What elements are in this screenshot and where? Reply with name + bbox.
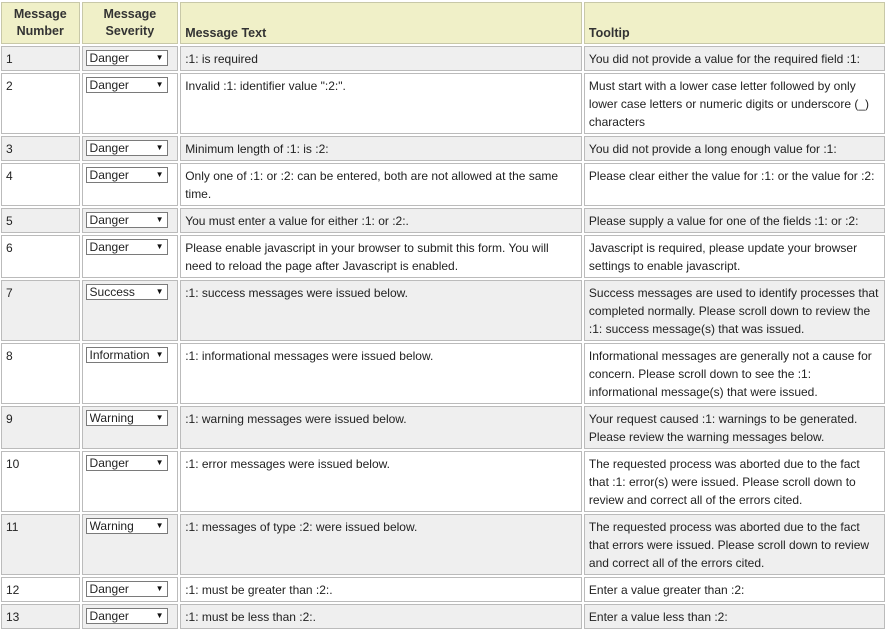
message-severity-cell [82, 208, 179, 233]
severity-select-value: Danger [89, 78, 129, 92]
severity-select[interactable] [86, 140, 168, 156]
tooltip-cell: The requested process was aborted due to the fact that :1: error(s) were issued. Please scroll down to review and correct all of the errors cited. [584, 451, 885, 512]
chevron-down-icon: ▼ [155, 80, 164, 89]
chevron-down-icon: ▼ [155, 287, 164, 296]
tooltip-cell: Please clear either the value for :1: or the value for :2: [584, 163, 885, 206]
message-number-cell: 7 [1, 280, 80, 341]
message-number-cell: 12 [1, 577, 80, 602]
severity-select-value: Danger [89, 240, 129, 254]
chevron-down-icon: ▼ [155, 521, 164, 530]
table-row [1, 136, 885, 161]
header-label: Message [103, 7, 157, 21]
table-row [1, 73, 885, 134]
tooltip-cell: Javascript is required, please update your browser settings to enable javascript. [584, 235, 885, 278]
message-text-cell: Only one of :1: or :2: can be entered, both are not allowed at the same time. [180, 163, 582, 206]
table-row [1, 577, 885, 602]
severity-select[interactable] [86, 50, 168, 66]
message-number-cell: 5 [1, 208, 80, 233]
chevron-down-icon: ▼ [155, 584, 164, 593]
severity-select[interactable] [86, 581, 168, 597]
severity-select-value: Warning [89, 519, 134, 533]
message-severity-cell [82, 163, 179, 206]
header-label: Severity [105, 24, 155, 38]
message-number-cell: 13 [1, 604, 80, 629]
message-severity-cell [82, 604, 179, 629]
severity-select-value: Success [89, 285, 135, 299]
message-severity-cell [82, 235, 179, 278]
table-row [1, 514, 885, 575]
message-text-cell: :1: success messages were issued below. [180, 280, 582, 341]
message-number-cell: 6 [1, 235, 80, 278]
tooltip-cell: Enter a value less than :2: [584, 604, 885, 629]
table-row [1, 163, 885, 206]
message-text-cell: You must enter a value for either :1: or :2:. [180, 208, 582, 233]
table-row [1, 46, 885, 71]
message-number-cell: 4 [1, 163, 80, 206]
tooltip-cell: Enter a value greater than :2: [584, 577, 885, 602]
message-number-cell: 11 [1, 514, 80, 575]
message-text-cell: :1: informational messages were issued below. [180, 343, 582, 404]
header-tooltip: Tooltip [584, 2, 885, 44]
header-label: Message [13, 7, 67, 21]
chevron-down-icon: ▼ [155, 413, 164, 422]
tooltip-cell: You did not provide a value for the required field :1: [584, 46, 885, 71]
table-row [1, 406, 885, 449]
severity-select[interactable] [86, 284, 168, 300]
message-text-cell: Please enable javascript in your browser to submit this form. You will need to reload the page after Javascript is enabled. [180, 235, 582, 278]
chevron-down-icon: ▼ [155, 458, 164, 467]
message-number-cell: 8 [1, 343, 80, 404]
message-text-cell: Minimum length of :1: is :2: [180, 136, 582, 161]
severity-select[interactable] [86, 239, 168, 255]
chevron-down-icon: ▼ [155, 215, 164, 224]
message-severity-cell [82, 46, 179, 71]
header-message-severity [82, 2, 179, 44]
message-severity-cell [82, 280, 179, 341]
message-text-cell: :1: error messages were issued below. [180, 451, 582, 512]
tooltip-cell: Informational messages are generally not a cause for concern. Please scroll down to see the :1: informational message(s) that were issued. [584, 343, 885, 404]
message-number-cell: 3 [1, 136, 80, 161]
severity-select-value: Warning [89, 411, 134, 425]
message-number-cell: 9 [1, 406, 80, 449]
severity-select-value: Danger [89, 582, 129, 596]
message-text-cell: :1: messages of type :2: were issued below. [180, 514, 582, 575]
severity-select-value: Danger [89, 213, 129, 227]
severity-select[interactable] [86, 77, 168, 93]
severity-select-value: Danger [89, 456, 129, 470]
message-severity-cell [82, 136, 179, 161]
table-row [1, 235, 885, 278]
header-message-number [1, 2, 80, 44]
header-label: Number [16, 24, 64, 38]
message-severity-cell [82, 406, 179, 449]
message-text-cell: :1: must be less than :2:. [180, 604, 582, 629]
severity-select[interactable] [86, 347, 168, 363]
tooltip-cell: Please supply a value for one of the fields :1: or :2: [584, 208, 885, 233]
severity-select[interactable] [86, 455, 168, 471]
message-severity-cell [82, 343, 179, 404]
table-header-row [1, 2, 885, 44]
severity-select-value: Danger [89, 141, 129, 155]
severity-select-value: Information [89, 348, 150, 362]
chevron-down-icon: ▼ [155, 170, 164, 179]
chevron-down-icon: ▼ [155, 242, 164, 251]
severity-select[interactable] [86, 212, 168, 228]
table-row [1, 208, 885, 233]
severity-select[interactable] [86, 518, 168, 534]
message-text-cell: :1: warning messages were issued below. [180, 406, 582, 449]
header-message-text: Message Text [180, 2, 582, 44]
message-number-cell: 1 [1, 46, 80, 71]
severity-select-value: Danger [89, 609, 129, 623]
severity-select-value: Danger [89, 51, 129, 65]
tooltip-cell: Your request caused :1: warnings to be generated. Please review the warning messages below. [584, 406, 885, 449]
message-text-cell: :1: must be greater than :2:. [180, 577, 582, 602]
table-row [1, 343, 885, 404]
message-text-cell: Invalid :1: identifier value ":2:". [180, 73, 582, 134]
table-row [1, 604, 885, 629]
severity-select[interactable] [86, 167, 168, 183]
chevron-down-icon: ▼ [155, 53, 164, 62]
chevron-down-icon: ▼ [155, 350, 164, 359]
tooltip-cell: The requested process was aborted due to the fact that errors were issued. Please scroll down to review and correct all of the errors cited. [584, 514, 885, 575]
message-number-cell: 10 [1, 451, 80, 512]
tooltip-cell: You did not provide a long enough value for :1: [584, 136, 885, 161]
table-body [1, 46, 885, 629]
chevron-down-icon: ▼ [155, 143, 164, 152]
message-severity-cell [82, 514, 179, 575]
severity-select[interactable] [86, 608, 168, 624]
table-row [1, 280, 885, 341]
severity-select-value: Danger [89, 168, 129, 182]
message-severity-cell [82, 73, 179, 134]
tooltip-cell: Success messages are used to identify processes that completed normally. Please scroll down to review the :1: success message(s) that was issued. [584, 280, 885, 341]
message-severity-cell [82, 451, 179, 512]
tooltip-cell: Must start with a lower case letter followed by only lower case letters or numeric digits or underscore (_) characters [584, 73, 885, 134]
table-row [1, 451, 885, 512]
severity-select[interactable] [86, 410, 168, 426]
message-number-cell: 2 [1, 73, 80, 134]
message-text-cell: :1: is required [180, 46, 582, 71]
chevron-down-icon: ▼ [155, 611, 164, 620]
message-severity-cell [82, 577, 179, 602]
